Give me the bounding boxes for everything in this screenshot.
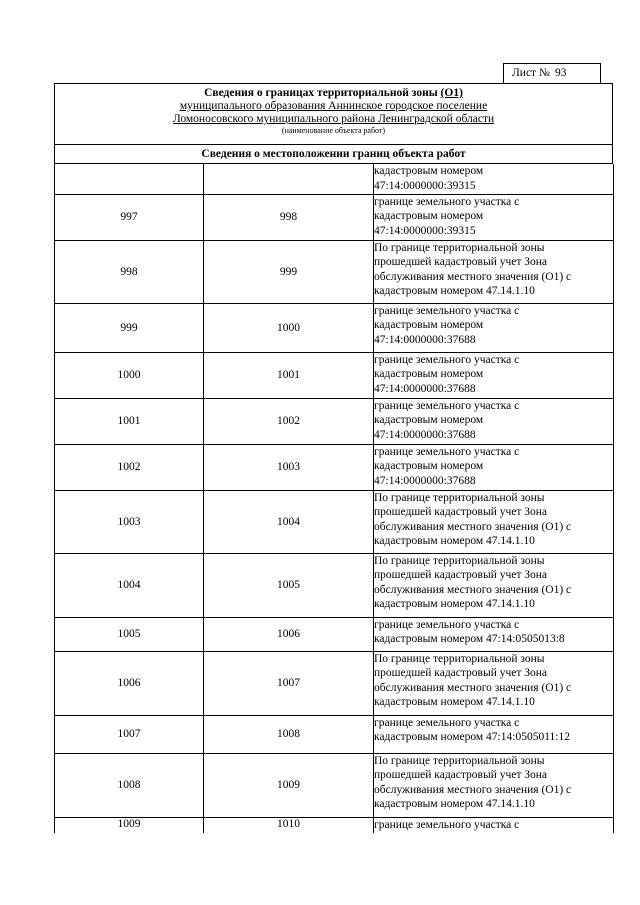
- table-row: [55, 753, 614, 817]
- point-from-cell: 1004: [55, 553, 204, 617]
- description-line: границе земельного участка с: [374, 818, 520, 831]
- point-to-cell: 1002: [204, 398, 374, 444]
- header-district: Ломоносовского муниципального района Ленинградской области: [172, 113, 495, 125]
- description-line: прошедшей кадастровый учет Зона: [374, 769, 548, 781]
- point-from-cell: 999: [55, 303, 204, 352]
- description-line: обслуживания местного значения (О1) с: [374, 520, 572, 533]
- description-line: кадастровым номером 47:14:0505011:12: [374, 731, 570, 743]
- description-line: По границе территориальной зоны: [374, 652, 545, 665]
- point-from-cell: 1006: [55, 651, 204, 715]
- point-to-cell: 1008: [204, 715, 374, 753]
- description-line: По границе территориальной зоны: [374, 754, 545, 767]
- description-line: кадастровым номером: [374, 414, 484, 426]
- table-row: [55, 490, 614, 553]
- table-row: [55, 715, 614, 753]
- header-title: [55, 87, 612, 100]
- point-to-cell: 1007: [204, 651, 374, 715]
- description-line: кадастровым номером 47.14.1.10: [374, 696, 535, 708]
- point-to-cell: 1010: [204, 817, 374, 833]
- table-row: [55, 444, 614, 490]
- description-line: прошедшей кадастровый учет Зона: [374, 256, 548, 268]
- point-to-cell: 1003: [204, 444, 374, 490]
- description-line: 47:14:0000000:37688: [374, 428, 476, 441]
- section-title: Сведения о местоположении границ объекта работ: [54, 144, 613, 164]
- point-to-cell: 1000: [204, 303, 374, 352]
- description-line: кадастровым номером: [374, 165, 484, 177]
- boundary-table: [54, 164, 614, 833]
- header-title-zone: (О1): [440, 87, 463, 99]
- description-line: 47:14:0000000:37688: [374, 333, 476, 346]
- description-line: 47:14:0000000:39315: [374, 224, 476, 237]
- sheet-number-box: [503, 63, 601, 83]
- point-from-cell: 998: [55, 240, 204, 303]
- point-from-cell: [55, 164, 204, 194]
- boundary-description-cell: [374, 651, 614, 715]
- table-row: [55, 553, 614, 617]
- description-line: обслуживания местного значения (О1) с: [374, 783, 572, 796]
- table-row: [55, 194, 614, 240]
- description-line: кадастровым номером 47.14.1.10: [374, 535, 535, 547]
- boundary-description-cell: [374, 240, 614, 303]
- description-line: обслуживания местного значения (О1) с: [374, 583, 572, 596]
- description-line: обслуживания местного значения (О1) с: [374, 681, 572, 694]
- description-line: По границе территориальной зоны: [374, 491, 545, 504]
- header-municipality: муниципального образования Аннинское городское поселение: [179, 100, 488, 112]
- table-row: [55, 651, 614, 715]
- description-line: прошедшей кадастровый учет Зона: [374, 569, 548, 581]
- table-row: [55, 303, 614, 352]
- description-line: обслуживания местного значения (О1) с: [374, 270, 572, 283]
- boundary-description-cell: [374, 303, 614, 352]
- description-line: границе земельного участка с: [374, 716, 520, 729]
- description-line: кадастровым номером: [374, 368, 484, 380]
- boundary-description-cell: [374, 194, 614, 240]
- point-from-cell: 1007: [55, 715, 204, 753]
- description-line: границе земельного участка с: [374, 618, 520, 631]
- boundary-description-cell: [374, 164, 614, 194]
- boundary-description-cell: [374, 444, 614, 490]
- description-line: кадастровым номером 47:14:0505013:8: [374, 633, 565, 645]
- description-line: границе земельного участка с: [374, 304, 520, 317]
- point-from-cell: 1005: [55, 617, 204, 651]
- point-to-cell: 1005: [204, 553, 374, 617]
- point-to-cell: 1001: [204, 352, 374, 398]
- sheet-label: Лист №: [512, 67, 550, 79]
- point-from-cell: 997: [55, 194, 204, 240]
- boundary-description-cell: [374, 753, 614, 817]
- description-line: кадастровым номером: [374, 460, 484, 472]
- boundary-description-cell: [374, 490, 614, 553]
- table-row: [55, 240, 614, 303]
- description-line: границе земельного участка с: [374, 445, 520, 458]
- table-row: [55, 352, 614, 398]
- point-to-cell: [204, 164, 374, 194]
- boundary-description-cell: [374, 817, 614, 833]
- description-line: прошедшей кадастровый учет Зона: [374, 506, 548, 518]
- point-to-cell: 999: [204, 240, 374, 303]
- point-to-cell: 1004: [204, 490, 374, 553]
- table-row: [55, 164, 614, 194]
- description-line: 47:14:0000000:37688: [374, 474, 476, 487]
- description-line: кадастровым номером 47.14.1.10: [374, 798, 535, 810]
- table-row: [55, 617, 614, 651]
- description-line: кадастровым номером: [374, 319, 484, 331]
- table-row: [55, 398, 614, 444]
- boundary-description-cell: [374, 398, 614, 444]
- description-line: прошедшей кадастровый учет Зона: [374, 667, 548, 679]
- description-line: кадастровым номером: [374, 210, 484, 222]
- description-line: кадастровым номером 47.14.1.10: [374, 285, 535, 297]
- sheet-number: 93: [554, 67, 567, 79]
- description-line: границе земельного участка с: [374, 353, 520, 366]
- point-to-cell: 998: [204, 194, 374, 240]
- boundary-description-cell: [374, 352, 614, 398]
- boundary-description-cell: [374, 715, 614, 753]
- point-from-cell: 1000: [55, 352, 204, 398]
- point-to-cell: 1006: [204, 617, 374, 651]
- description-line: По границе территориальной зоны: [374, 554, 545, 567]
- point-from-cell: 1008: [55, 753, 204, 817]
- description-line: 47:14:0000000:39315: [374, 179, 476, 192]
- document-header: [54, 83, 613, 145]
- description-line: границе земельного участка с: [374, 195, 520, 208]
- description-line: границе земельного участка с: [374, 399, 520, 412]
- boundary-description-cell: [374, 553, 614, 617]
- point-from-cell: 1002: [55, 444, 204, 490]
- header-title-prefix: Сведения о границах территориальной зоны: [204, 87, 441, 99]
- header-caption: (наименование объекта работ): [281, 126, 386, 135]
- description-line: кадастровым номером 47.14.1.10: [374, 598, 535, 610]
- description-line: По границе территориальной зоны: [374, 241, 545, 254]
- description-line: 47:14:0000000:37688: [374, 382, 476, 395]
- point-from-cell: 1003: [55, 490, 204, 553]
- point-from-cell: 1009: [55, 817, 204, 833]
- table-row: [55, 817, 614, 833]
- point-from-cell: 1001: [55, 398, 204, 444]
- boundary-description-cell: [374, 617, 614, 651]
- point-to-cell: 1009: [204, 753, 374, 817]
